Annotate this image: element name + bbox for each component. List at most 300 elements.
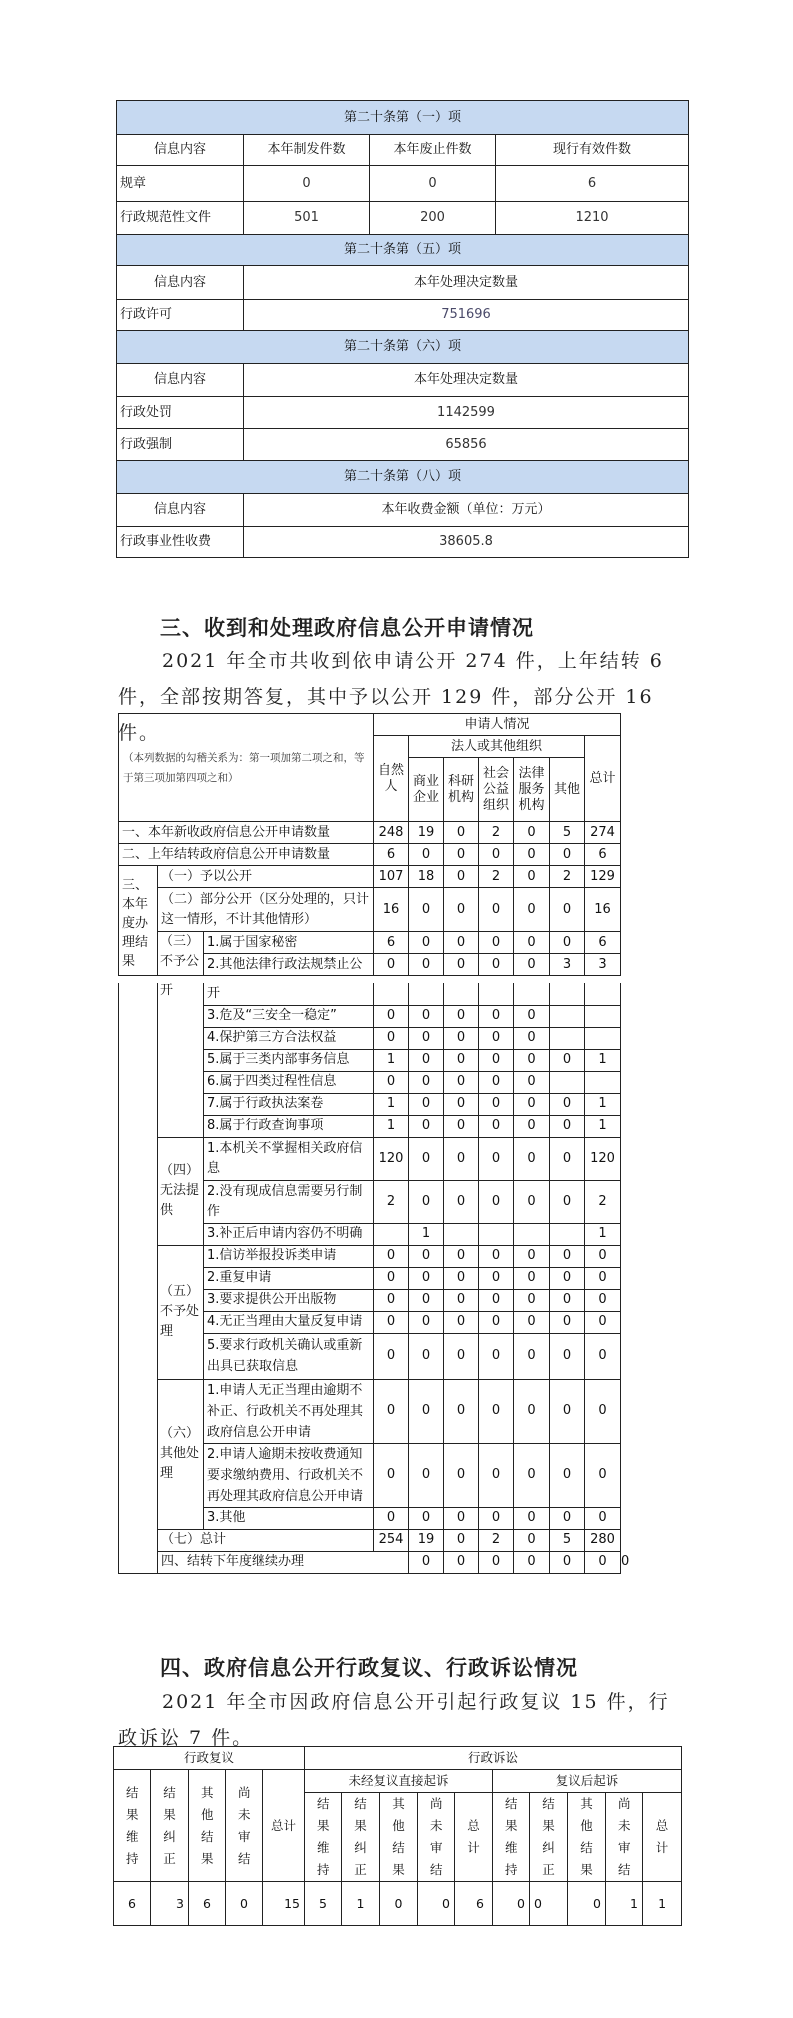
- col-header-decisions: 本年处理决定数量: [244, 364, 689, 397]
- cell-value: 0: [479, 1049, 514, 1071]
- header-legal-entity: 法人或其他组织: [409, 736, 585, 758]
- cell-value: 0: [444, 844, 479, 866]
- cell-value: 3: [585, 954, 621, 976]
- header-review: 行政复议: [114, 1747, 305, 1770]
- cell-value: 0: [514, 1379, 550, 1443]
- cell-value: [585, 1005, 621, 1027]
- cell-value: 501: [244, 202, 370, 235]
- cell-value: 0: [409, 932, 444, 954]
- section4-paragraph: 2021 年全市因政府信息公开引起行政复议 15 件，行政诉讼 7 件。: [118, 1691, 670, 1749]
- cell-value: 0: [409, 1443, 444, 1507]
- cell-value: 0: [374, 1507, 409, 1529]
- section4-heading: 四、政府信息公开行政复议、行政诉讼情况: [160, 1655, 578, 1680]
- row-carried-over: 二、上年结转政府信息公开申请数量: [119, 844, 374, 866]
- cell-value: 0: [374, 1267, 409, 1289]
- section3-paragraph: 2021 年全市共收到依申请公开 274 件，上年结转 6 件，全部按期答复，其中予以公开 129 件，部分公开 16 件。: [118, 650, 664, 744]
- requests-table-part1: [118, 713, 621, 976]
- row-prohibited-cont: 开: [204, 983, 374, 1005]
- cell-value: 0: [479, 888, 514, 932]
- cell-value: 0: [444, 1333, 479, 1379]
- row-label: 1.信访举报投诉类申请: [204, 1245, 374, 1267]
- empty-cell: [514, 983, 550, 1005]
- row-label: 3.其他: [204, 1507, 374, 1529]
- row-label-admin-fees: 行政事业性收费: [117, 527, 244, 558]
- cell-value: 6: [374, 932, 409, 954]
- col-after-total: 总计: [643, 1793, 682, 1882]
- cell-value: 0: [409, 1245, 444, 1267]
- cell-value: 0: [550, 1311, 585, 1333]
- cell-value: 0: [514, 1333, 550, 1379]
- row-label: 5.属于三类内部事务信息: [204, 1049, 374, 1071]
- cell-value: 0: [514, 1071, 550, 1093]
- cell-value: 0: [479, 1267, 514, 1289]
- header-direct-suit: 未经复议直接起诉: [305, 1770, 493, 1793]
- col-direct-pending: 尚未审结: [418, 1793, 455, 1882]
- cell-value: 0: [374, 1311, 409, 1333]
- table-row: [119, 1529, 621, 1551]
- cell-value: 1: [374, 1049, 409, 1071]
- cell-value: 0: [550, 1137, 585, 1180]
- cell-value: 19: [409, 1529, 444, 1551]
- cell-value: 0: [568, 1882, 606, 1926]
- row-carry-forward: 四、结转下年度继续办理: [158, 1551, 409, 1573]
- row-label: 7.属于行政执法案卷: [204, 1093, 374, 1115]
- col-header-info: 信息内容: [117, 266, 244, 300]
- col-review-corrected: 结果纠正: [151, 1770, 189, 1882]
- cell-value: 0: [514, 1289, 550, 1311]
- col-direct-corrected: 结果纠正: [342, 1793, 380, 1882]
- cell-value: 0: [479, 1071, 514, 1093]
- cell-value: 0: [550, 1507, 585, 1529]
- cell-value: [550, 1071, 585, 1093]
- col-header-info: 信息内容: [117, 364, 244, 397]
- cell-value: 5: [305, 1882, 342, 1926]
- cell-value: 0: [530, 1882, 568, 1926]
- cell-value: 120: [585, 1137, 621, 1180]
- cell-value: 6: [496, 166, 689, 202]
- cell-value: 2: [479, 866, 514, 888]
- cell-value: 0: [585, 1289, 621, 1311]
- cell-value: 19: [409, 822, 444, 844]
- cell-value: 6: [455, 1882, 493, 1926]
- empty-cell: [585, 983, 621, 1005]
- row-label: 4.无正当理由大量反复申请: [204, 1311, 374, 1333]
- cell-value: 0: [370, 166, 496, 202]
- group-not-open-cont: 开: [158, 983, 204, 1137]
- cell-value: 0: [374, 1245, 409, 1267]
- cell-value: 3: [550, 954, 585, 976]
- cell-value: 0: [409, 1551, 444, 1573]
- row-label: 1.申请人无正当理由逾期不补正、行政机关不再处理其政府信息公开申请: [204, 1379, 374, 1443]
- row-new-requests: 一、本年新收政府信息公开申请数量: [119, 822, 374, 844]
- cell-value: 0: [479, 1507, 514, 1529]
- empty-cell: [409, 983, 444, 1005]
- cell-value: [444, 1223, 479, 1245]
- cell-value: 0: [479, 932, 514, 954]
- cell-value: 0: [479, 1289, 514, 1311]
- section-header-20-6: 第二十条第（六）项: [117, 331, 689, 364]
- cell-value: 0: [444, 1507, 479, 1529]
- col-header-valid: 现行有效件数: [496, 135, 689, 166]
- row-label: 4.保护第三方合法权益: [204, 1027, 374, 1049]
- cell-value: 1: [409, 1223, 444, 1245]
- cell-value: 0: [550, 932, 585, 954]
- group-no-process-label: （五）不予处理: [158, 1245, 204, 1379]
- empty-cell: [444, 983, 479, 1005]
- header-total: 总计: [585, 736, 621, 822]
- cell-value: 0: [550, 844, 585, 866]
- cell-value: [550, 1027, 585, 1049]
- cell-value: 0: [514, 1115, 550, 1137]
- cell-value: 0: [444, 1137, 479, 1180]
- group-results-label: 三、本年度办理结果: [119, 866, 158, 976]
- cell-value: 0: [479, 1245, 514, 1267]
- cell-value: 107: [374, 866, 409, 888]
- row-label-rules: 规章: [117, 166, 244, 202]
- cell-value: 0: [514, 1049, 550, 1071]
- cell-value: 1: [374, 1093, 409, 1115]
- cell-value: 0: [409, 1180, 444, 1223]
- cell-value: 0: [514, 1137, 550, 1180]
- cell-value: 0: [444, 932, 479, 954]
- cell-value: 5: [550, 822, 585, 844]
- cell-value: [585, 1071, 621, 1093]
- cell-value: 0: [514, 844, 550, 866]
- cell-value: 0: [514, 1027, 550, 1049]
- cell-value: 0: [514, 1311, 550, 1333]
- cell-value: 248: [374, 822, 409, 844]
- cell-value: 0: [514, 1551, 550, 1573]
- header-after-review-suit: 复议后起诉: [493, 1770, 682, 1793]
- cell-value: 0: [409, 1137, 444, 1180]
- cell-value: 0: [444, 1311, 479, 1333]
- table-row: [114, 1882, 682, 1926]
- empty-cell: [479, 983, 514, 1005]
- cell-value: 0: [444, 1027, 479, 1049]
- cell-value: 0: [444, 1071, 479, 1093]
- cell-value: 0: [409, 1027, 444, 1049]
- cell-value: 0: [409, 1267, 444, 1289]
- col-review-total: 总计: [263, 1770, 305, 1882]
- cell-value: 0: [585, 1443, 621, 1507]
- cell-value: 38605.8: [244, 527, 689, 558]
- cell-value: 0: [585, 1551, 621, 1573]
- cell-value: [550, 1005, 585, 1027]
- header-natural-person: 自然人: [374, 736, 409, 822]
- cell-value: 0: [374, 954, 409, 976]
- cell-value: 0: [514, 954, 550, 976]
- cell-value: [479, 1223, 514, 1245]
- cell-value: 6: [114, 1882, 151, 1926]
- header-public-welfare: 社会公益组织: [479, 758, 514, 822]
- cell-value: 0: [374, 1379, 409, 1443]
- header-litigation: 行政诉讼: [305, 1747, 682, 1770]
- cell-value: 0: [409, 1115, 444, 1137]
- cell-value: 0: [550, 1379, 585, 1443]
- cell-value: 15: [263, 1882, 305, 1926]
- cell-value: 0: [550, 1115, 585, 1137]
- cell-value: 0: [479, 1027, 514, 1049]
- cell-value: 0: [374, 1289, 409, 1311]
- cell-value: 0: [409, 1071, 444, 1093]
- cell-value: 280: [585, 1529, 621, 1551]
- cell-value: 0: [550, 1245, 585, 1267]
- row-label: 8.属于行政查询事项: [204, 1115, 374, 1137]
- cell-value: 0: [409, 1333, 444, 1379]
- cell-value: 2: [374, 1180, 409, 1223]
- col-after-other: 其他结果: [568, 1793, 606, 1882]
- group-unable-label: （四）无法提供: [158, 1137, 204, 1245]
- cell-value: 0: [479, 1115, 514, 1137]
- cell-value: 1: [606, 1882, 643, 1926]
- group-not-open-mid: 不予公: [160, 954, 200, 969]
- col-review-other: 其他结果: [189, 1770, 226, 1882]
- col-direct-total: 总计: [455, 1793, 493, 1882]
- cell-value: 0: [479, 1311, 514, 1333]
- cell-value: 274: [585, 822, 621, 844]
- cell-value: 16: [585, 888, 621, 932]
- header-business: 商业企业: [409, 758, 444, 822]
- row-label-enforcement: 行政强制: [117, 429, 244, 461]
- row-label: 1.本机关不掌握相关政府信息: [204, 1137, 374, 1180]
- row-state-secret: 1.属于国家秘密: [204, 932, 374, 954]
- cell-value: 0: [550, 1333, 585, 1379]
- col-after-pending: 尚未审结: [606, 1793, 643, 1882]
- cell-value: 0: [479, 1137, 514, 1180]
- row-label: 3.要求提供公开出版物: [204, 1289, 374, 1311]
- cell-value: 6: [585, 932, 621, 954]
- cell-value: 5: [550, 1529, 585, 1551]
- header-applicant: 申请人情况: [374, 714, 621, 736]
- cell-value: [550, 1223, 585, 1245]
- cell-value: 0: [493, 1882, 530, 1926]
- cell-value: 1: [585, 1093, 621, 1115]
- row-label-penalty: 行政处罚: [117, 397, 244, 429]
- review-litigation-table: [113, 1746, 682, 1926]
- cell-value: 0: [380, 1882, 418, 1926]
- cell-value: 0: [550, 888, 585, 932]
- cell-value: 751696: [244, 300, 689, 331]
- cell-value: 0: [409, 1311, 444, 1333]
- cell-value: 65856: [244, 429, 689, 461]
- cell-value: 0: [444, 1529, 479, 1551]
- cell-value: 0: [514, 1267, 550, 1289]
- cell-value: 2: [479, 822, 514, 844]
- row-label-licensing: 行政许可: [117, 300, 244, 331]
- cell-value: 0: [409, 1093, 444, 1115]
- cell-value: 0: [444, 822, 479, 844]
- group-not-open-label: [158, 932, 204, 976]
- cell-value: 0: [550, 1551, 585, 1573]
- cell-value: 0: [374, 1333, 409, 1379]
- cell-value: 0: [444, 866, 479, 888]
- cell-value: 0: [550, 1289, 585, 1311]
- cell-value: 0: [409, 954, 444, 976]
- cell-value: 0: [409, 844, 444, 866]
- col-review-upheld: 结果维持: [114, 1770, 151, 1882]
- cell-value: 0: [444, 1049, 479, 1071]
- cell-value: 0: [514, 1443, 550, 1507]
- cell-value: 0: [479, 1551, 514, 1573]
- empty-cell: [550, 983, 585, 1005]
- regulations-table: [116, 100, 689, 558]
- cell-value: 0: [514, 1180, 550, 1223]
- col-header-decisions: 本年处理决定数量: [244, 266, 689, 300]
- cell-value: 1: [643, 1882, 682, 1926]
- row-label: 2.申请人逾期未按收费通知要求缴纳费用、行政机关不再处理其政府信息公开申请: [204, 1443, 374, 1507]
- cell-value: 6: [189, 1882, 226, 1926]
- col-header-issued: 本年制发件数: [244, 135, 370, 166]
- cell-value: 0: [374, 1005, 409, 1027]
- col-review-pending: 尚未审结: [226, 1770, 263, 1882]
- cell-value: 0: [514, 866, 550, 888]
- cell-value: 0: [514, 822, 550, 844]
- section3-heading: 三、收到和处理政府信息公开申请情况: [160, 615, 534, 640]
- cell-value: 2: [479, 1529, 514, 1551]
- table-row: [119, 1379, 621, 1443]
- row-grand-total: （七）总计: [158, 1529, 374, 1551]
- row-partial-open: （二）部分公开（区分处理的，只计这一情形，不计其他情形）: [158, 888, 374, 932]
- row-label: 3.补正后申请内容仍不明确: [204, 1223, 374, 1245]
- cell-value: 0: [409, 1289, 444, 1311]
- cell-value: 0: [479, 1443, 514, 1507]
- cell-value: 16: [374, 888, 409, 932]
- cell-value: 0: [585, 1245, 621, 1267]
- cell-value: 1210: [496, 202, 689, 235]
- cell-value: 0: [444, 1379, 479, 1443]
- cell-value: 6: [374, 844, 409, 866]
- cell-value: 129: [585, 866, 621, 888]
- cell-value: 0: [514, 1093, 550, 1115]
- cell-value: 0: [479, 844, 514, 866]
- cell-value: 1: [585, 1115, 621, 1137]
- cell-value: [374, 1223, 409, 1245]
- cell-value: 0: [550, 1180, 585, 1223]
- cell-value: 18: [409, 866, 444, 888]
- cell-value: 0: [479, 1093, 514, 1115]
- section-header-20-1: 第二十条第（一）项: [117, 101, 689, 135]
- cell-value: 0: [514, 1005, 550, 1027]
- row-label: 3.危及“三安全一稳定”: [204, 1005, 374, 1027]
- cell-value: 0: [550, 1049, 585, 1071]
- cell-value: 2: [585, 1180, 621, 1223]
- cell-value: 0: [418, 1882, 455, 1926]
- cell-value: 0: [550, 1267, 585, 1289]
- cell-value: 0: [444, 1551, 479, 1573]
- cell-value: 0: [409, 888, 444, 932]
- cell-value: [514, 1223, 550, 1245]
- cell-value: 0: [550, 1443, 585, 1507]
- col-after-corrected: 结果纠正: [530, 1793, 568, 1882]
- cell-value: 0: [374, 1027, 409, 1049]
- cell-value: 0: [444, 1245, 479, 1267]
- cell-value: 1: [585, 1049, 621, 1071]
- cell-value: 0: [444, 1093, 479, 1115]
- row-label: 2.重复申请: [204, 1267, 374, 1289]
- cell-value: 0: [479, 1333, 514, 1379]
- section-header-20-5: 第二十条第（五）项: [117, 235, 689, 266]
- row-label-normative-docs: 行政规范性文件: [117, 202, 244, 235]
- cell-value: 0: [444, 1115, 479, 1137]
- row-prohibited: 2.其他法律行政法规禁止公: [204, 954, 374, 976]
- table-row: 四、结转下年度继续办理 0 0 0 0 0 0 0: [119, 1551, 621, 1573]
- col-header-info: 信息内容: [117, 135, 244, 166]
- cell-value: 0: [444, 1443, 479, 1507]
- cell-value: 0: [585, 1507, 621, 1529]
- cell-value: 0: [226, 1882, 263, 1926]
- cell-value: 0: [550, 1093, 585, 1115]
- col-after-upheld: 结果维持: [493, 1793, 530, 1882]
- col-header-abolished: 本年废止件数: [370, 135, 496, 166]
- cell-value: 0: [409, 1507, 444, 1529]
- row-label: 6.属于四类过程性信息: [204, 1071, 374, 1093]
- cell-value: 0: [444, 888, 479, 932]
- header-legal-service: 法律服务机构: [514, 758, 550, 822]
- col-header-fees: 本年收费金额（单位：万元）: [244, 494, 689, 527]
- cell-value: 0: [479, 1005, 514, 1027]
- cell-value: 0: [585, 1267, 621, 1289]
- cell-value: 1142599: [244, 397, 689, 429]
- cell-value: 0: [514, 1245, 550, 1267]
- cell-value: 0: [409, 1005, 444, 1027]
- cell-value: 0: [514, 932, 550, 954]
- cell-value: 1: [585, 1223, 621, 1245]
- cell-value: 0: [444, 1180, 479, 1223]
- cell-value: 0: [585, 1379, 621, 1443]
- cell-value: 0: [244, 166, 370, 202]
- cell-value: [585, 1027, 621, 1049]
- cell-value: 0: [444, 954, 479, 976]
- cell-value: 0: [374, 1443, 409, 1507]
- reconciliation-note: （本列数据的勾稽关系为：第一项加第二项之和，等于第三项加第四项之和）: [119, 714, 374, 822]
- cell-value: 0: [585, 1333, 621, 1379]
- cell-value: 0: [409, 1049, 444, 1071]
- group-not-open-top: （三）: [160, 934, 200, 949]
- cell-value: 0: [585, 1311, 621, 1333]
- cell-value: 1: [374, 1115, 409, 1137]
- header-other: 其他: [550, 758, 585, 822]
- cell-value: 120: [374, 1137, 409, 1180]
- cell-value: 0: [444, 1267, 479, 1289]
- cell-value: 1: [342, 1882, 380, 1926]
- cell-value: 0: [514, 1529, 550, 1551]
- cell-value: 0: [444, 1005, 479, 1027]
- section-header-20-8: 第二十条第（八）项: [117, 461, 689, 494]
- cell-value: 6: [585, 844, 621, 866]
- cell-value: 2: [550, 866, 585, 888]
- cell-value: 0: [514, 1507, 550, 1529]
- table-row: [119, 1137, 621, 1180]
- table-row: [119, 1245, 621, 1267]
- cell-value: 200: [370, 202, 496, 235]
- cell-value: 0: [479, 1379, 514, 1443]
- cell-value: 3: [151, 1882, 189, 1926]
- group-other-label: （六）其他处理: [158, 1379, 204, 1529]
- col-header-info: 信息内容: [117, 494, 244, 527]
- row-label: 5.要求行政机关确认或重新出具已获取信息: [204, 1333, 374, 1379]
- requests-table-part2: [118, 983, 630, 1574]
- row-label: 2.没有现成信息需要另行制作: [204, 1180, 374, 1223]
- cell-value: 0: [444, 1289, 479, 1311]
- header-research: 科研机构: [444, 758, 479, 822]
- group-results-continued: [119, 983, 158, 1573]
- cell-value: 0: [409, 1379, 444, 1443]
- cell-value: 0: [374, 1071, 409, 1093]
- row-open: （一）予以公开: [158, 866, 374, 888]
- empty-cell: [374, 983, 409, 1005]
- cell-value: 0: [479, 1180, 514, 1223]
- cell-value: 0: [479, 954, 514, 976]
